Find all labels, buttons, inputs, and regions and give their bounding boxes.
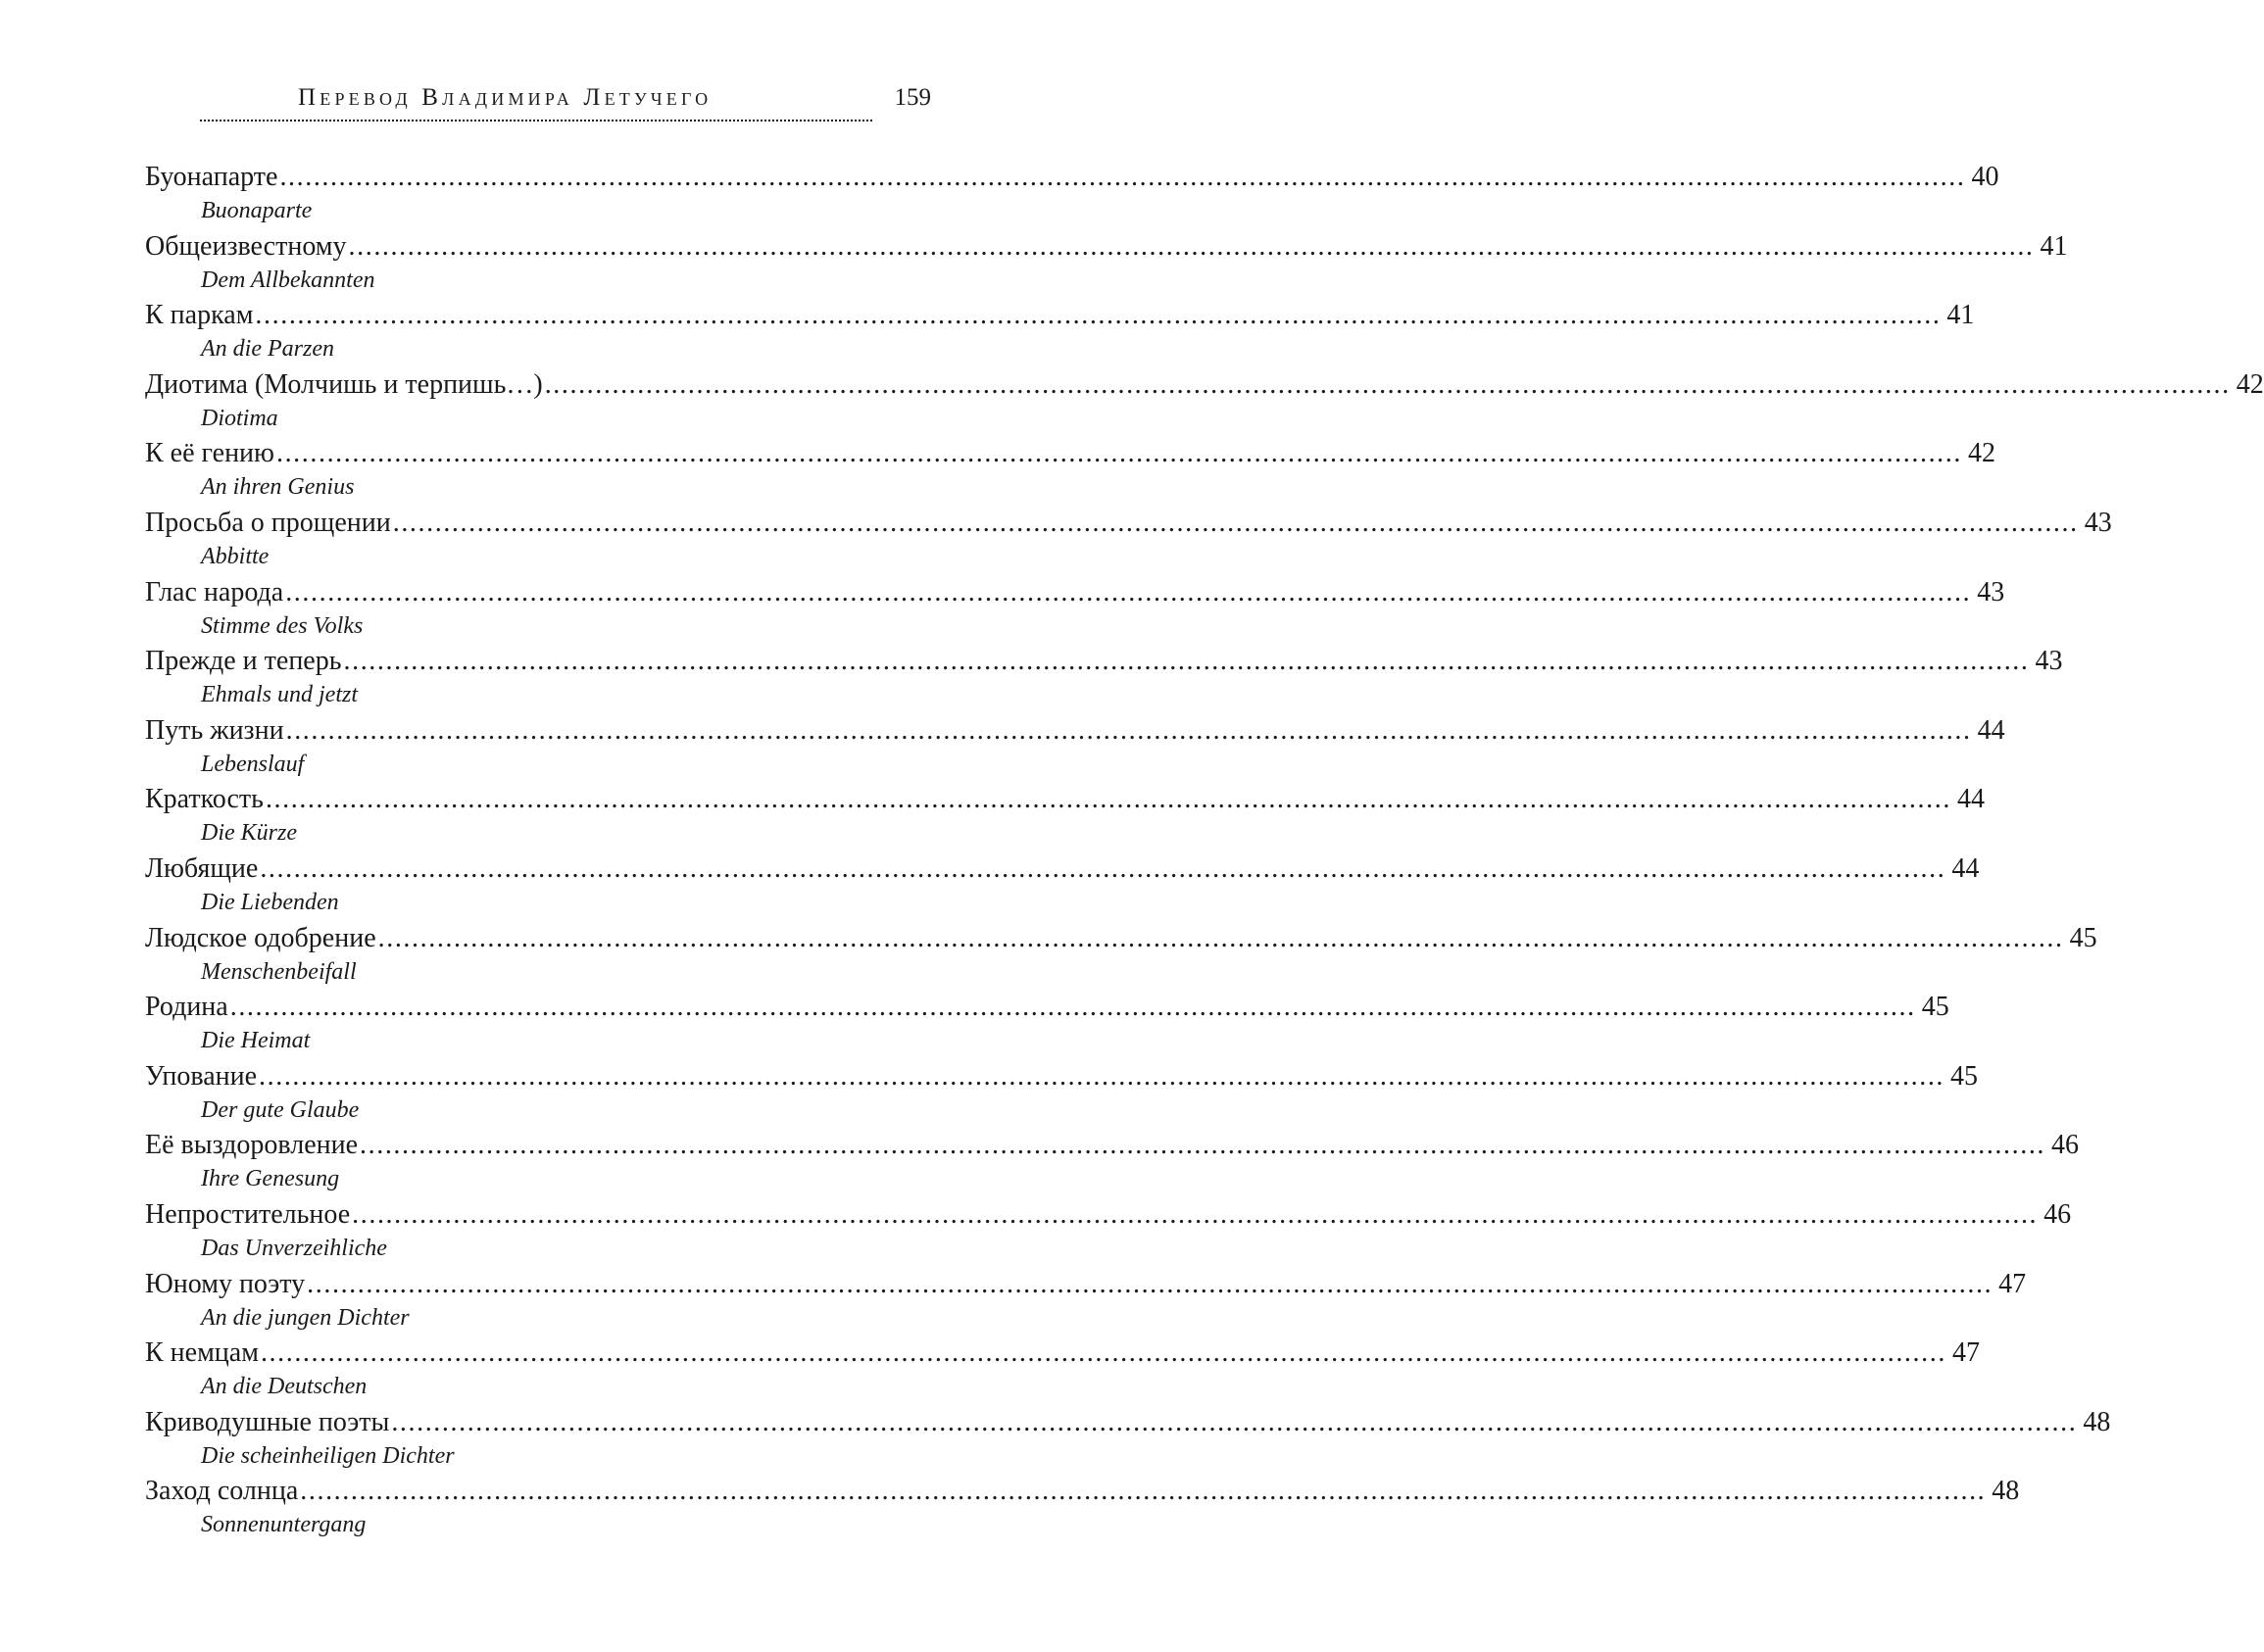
toc-line [145,781,1985,818]
dot-leader: ........................................................................................................................................................................................................ [260,1337,1946,1369]
toc-title: Краткость [145,784,264,815]
toc-entry [145,1058,1979,1128]
page-number: 159 [894,84,931,111]
header-dotted-rule [200,120,872,121]
dot-leader: ........................................................................................................................................................................................................ [544,368,2231,400]
toc-page-number: 43 [1977,576,2005,607]
toc-entry [145,1196,2072,1266]
toc-original-title: Ihre Genesung [201,1166,340,1192]
dot-leader: ........................................................................................................................................................................................................ [391,1406,2078,1437]
toc-original-title: Buonaparte [201,198,313,223]
toc-page-number: 44 [1977,714,2005,746]
toc-title: Просьба о прощении [145,507,391,538]
toc-entry [145,989,1949,1058]
toc-title: Любящие [145,852,259,884]
dot-leader: ........................................................................................................................................................................................................ [307,1268,1993,1299]
toc-original-title: Die scheinheiligen Dichter [201,1442,455,1469]
dot-leader: ........................................................................................................................................................................................................ [229,992,1916,1023]
toc-page-number: 48 [1992,1476,2020,1507]
toc-page-number: 44 [1951,852,1980,884]
toc-entry [145,297,1975,366]
toc-line [145,920,2097,957]
toc-original-title: Die Heimat [201,1028,311,1054]
dot-leader: ........................................................................................................................................................................................................ [343,646,2030,677]
toc-title: Упование [145,1060,258,1092]
toc-page-number: 47 [1951,1337,1980,1369]
dot-leader: ........................................................................................................................................................................................................ [392,507,2079,538]
toc-page-number: 47 [1998,1268,2027,1299]
toc-title: Заход солнца [145,1476,299,1507]
toc-line [145,712,2005,750]
toc-original-title: Die Liebenden [201,889,339,915]
table-of-contents [145,159,2264,1542]
toc-title: Людское одобрение [145,922,376,953]
toc-page-number: 42 [1967,438,1995,469]
toc-entry [145,643,2063,712]
dot-leader: ........................................................................................................................................................................................................ [265,784,1951,815]
toc-page-number: 45 [1921,992,1949,1023]
dot-leader: ........................................................................................................................................................................................................ [377,922,2064,953]
toc-original-title: An die Deutschen [201,1374,368,1400]
toc-line [145,1266,2027,1303]
toc-entry [145,1404,2111,1474]
toc-title: Глас народа [145,576,284,607]
toc-original-title: Lebenslauf [201,751,305,777]
dot-leader: ........................................................................................................................................................................................................ [285,576,1972,607]
toc-title: Криводушные поэты [145,1406,390,1437]
toc-entry [145,920,2097,990]
toc-title: К немцам [145,1337,259,1369]
toc-original-title: An die Parzen [201,336,334,363]
toc-original-title: Diotima [201,405,278,431]
toc-entry [145,505,2112,574]
toc-original-title: Menschenbeifall [201,958,357,985]
toc-page-number: 42 [2236,368,2264,400]
toc-original-title: Dem Allbekannten [201,267,375,293]
toc-entry [145,781,1985,850]
toc-title: Диотима (Молчишь и терпишь…) [145,368,543,400]
toc-entry [145,1473,2020,1542]
dot-leader: ........................................................................................................................................................................................................ [352,1198,2039,1230]
toc-title: Общеизвестному [145,230,347,262]
toc-line [145,297,1975,334]
dot-leader: ........................................................................................................................................................................................................ [275,438,1962,469]
toc-line [145,159,1999,196]
toc-line [145,1058,1979,1095]
toc-page-number: 41 [1946,300,1975,331]
dot-leader: ........................................................................................................................................................................................................ [300,1476,1987,1507]
toc-original-title: An die jungen Dichter [201,1304,410,1331]
toc-original-title: Der gute Glaube [201,1096,360,1123]
running-title: Перевод Владимира Летучего [298,84,713,111]
toc-page-number: 41 [2040,230,2068,262]
toc-original-title: Sonnenuntergang [201,1512,367,1538]
toc-page-number: 46 [2051,1130,2080,1161]
toc-original-title: Abbitte [201,543,270,569]
toc-entry [145,1335,1980,1404]
toc-title: Её выздоровление [145,1130,359,1161]
toc-line [145,1473,2020,1510]
running-head [200,84,931,120]
toc-line [145,1196,2072,1234]
toc-entry [145,435,1995,505]
toc-page-number: 48 [2083,1406,2111,1437]
toc-title: Путь жизни [145,714,284,746]
dot-leader: ........................................................................................................................................................................................................ [285,714,1972,746]
dot-leader: ........................................................................................................................................................................................................ [360,1130,2046,1161]
toc-title: Буонапарте [145,162,278,192]
toc-line [145,435,1995,472]
toc-title: Непростительное [145,1198,351,1230]
toc-title: Родина [145,992,228,1023]
toc-line [145,574,2005,611]
toc-line [145,228,2068,266]
toc-line [145,1404,2111,1441]
toc-page-number: 46 [2043,1198,2072,1230]
toc-original-title: Stimme des Volks [201,612,364,639]
toc-original-title: An ihren Genius [201,474,355,501]
toc-page-number: 45 [2069,922,2097,953]
dot-leader: ........................................................................................................................................................................................................ [260,852,1946,884]
toc-line [145,505,2112,542]
toc-entry [145,574,2005,644]
toc-page-number: 40 [1971,162,1999,192]
toc-line [145,643,2063,680]
toc-title: Юному поэту [145,1268,306,1299]
toc-entry [145,712,2005,782]
toc-entry [145,1127,2080,1196]
toc-title: Прежде и теперь [145,646,342,677]
toc-page-number: 45 [1950,1060,1979,1092]
toc-title: К паркам [145,300,254,331]
toc-page-number: 43 [2084,507,2112,538]
dot-leader: ........................................................................................................................................................................................................ [279,162,1966,192]
toc-entry [145,1266,2027,1336]
toc-original-title: Die Kürze [201,820,297,847]
toc-page-number: 44 [1956,784,1985,815]
dot-leader: ........................................................................................................................................................................................................ [255,300,1942,331]
toc-line [145,366,2264,404]
toc-line [145,989,1949,1026]
toc-entry [145,159,1999,228]
toc-entry [145,228,2068,298]
toc-line [145,850,1980,888]
toc-page-number: 43 [2035,646,2063,677]
toc-original-title: Ehmals und jetzt [201,682,358,708]
toc-original-title: Das Unverzeihliche [201,1235,387,1261]
toc-entry [145,366,2264,436]
toc-line [145,1127,2080,1164]
toc-line [145,1335,1980,1372]
dot-leader: ........................................................................................................................................................................................................ [348,230,2035,262]
dot-leader: ........................................................................................................................................................................................................ [259,1060,1945,1092]
toc-entry [145,850,1980,920]
toc-title: К её гению [145,438,274,469]
